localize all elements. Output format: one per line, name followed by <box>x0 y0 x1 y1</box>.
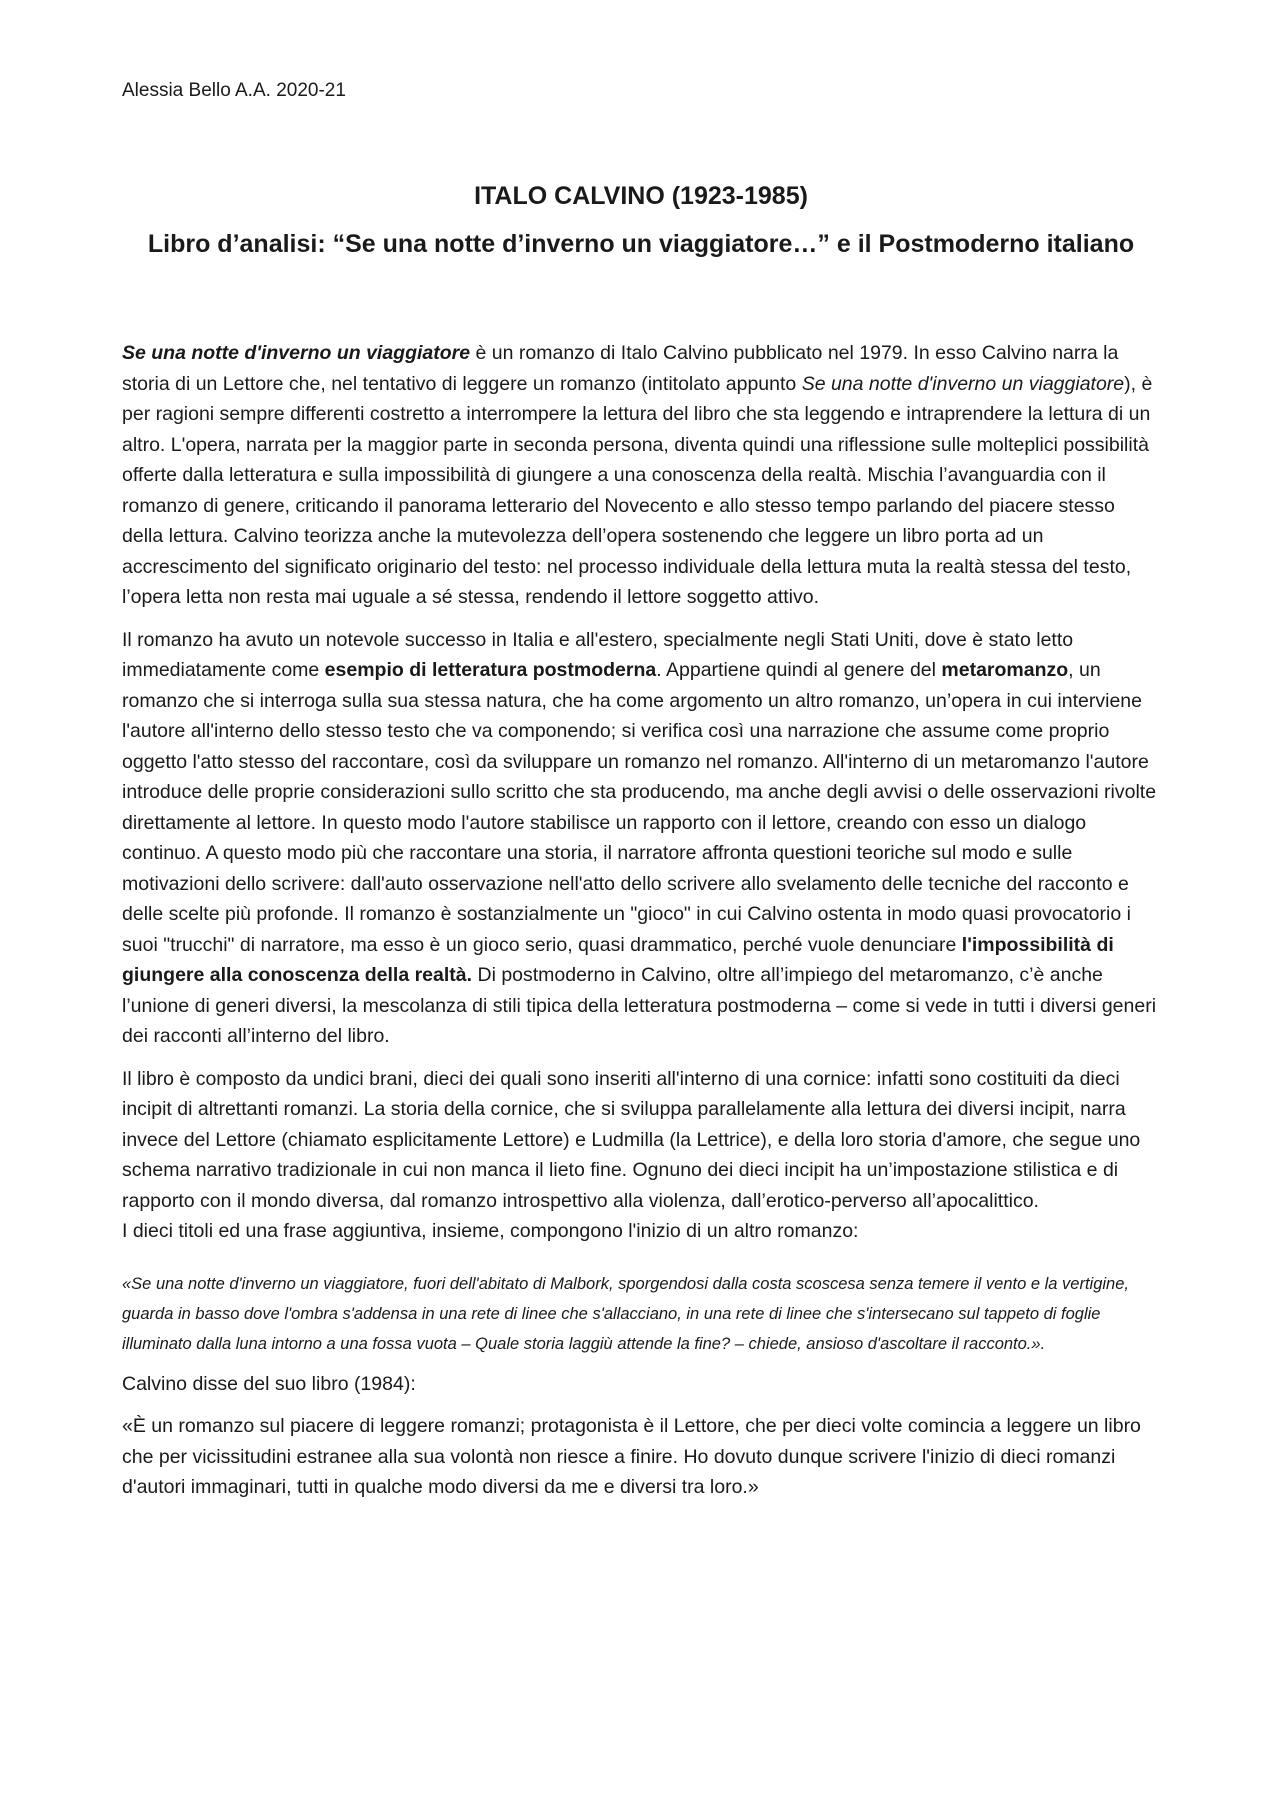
paragraph-intro-text-2: ), è per ragioni sempre differenti costretto a interrompere la lettura del libro che sta leggendo e intraprendere la lettura di un altro. L'opera, narrata per la maggior parte in seconda persona, diventa quindi una riflessione sulle molteplici possibilità offerte dalla letteratura e sulla impossibilità di giungere a una conoscenza della realtà. Mischia l’avanguardia con il romanzo di genere, criticando il panorama letterario del Novecento e allo stesso tempo parlando del piacere stesso della lettura. Calvino teorizza anche la mutevolezza dell’opera sostenendo che leggere un libro porta ad un accrescimento del significato originario del testo: nel processo individuale della lettura muta la realtà stessa del testo, l’opera letta non resta mai uguale a sé stessa, rendendo il lettore soggetto attivo. <box>122 372 1153 608</box>
paragraph-structure: Il libro è composto da undici brani, dieci dei quali sono inseriti all'interno di una cornice: infatti sono costituiti da dieci incipit di altrettanti romanzi. La storia della cornice, che si sviluppa parallelamente alla lettura dei diversi incipit, narra invece del Lettore (chiamato esplicitamente Lettore) e Ludmilla (la Lettrice), e della loro storia d'amore, che segue uno schema narrativo tradizionale in cui non manca il lieto fine. Ognuno dei dieci incipit ha un’impostazione stilistica e di rapporto con il mondo diversa, dal romanzo introspettivo alla violenza, dall’erotico-perverso all’apocalittico. <box>122 1067 1141 1212</box>
paragraph-metaromanzo-text-2: . Appartiene quindi al genere del <box>656 659 942 681</box>
titles-quote: «Se una notte d'inverno un viaggiatore, fuori dell'abitato di Malbork, sporgendosi dalla costa scoscesa senza temere il vento e la vertigine, guarda in basso dove l'ombra s'addensa in una rete di linee che s'allacciano, in una rete di linee che s'intersecano sul tappeto di foglie illuminato dalla luna intorno a una fossa vuota – Quale storia laggiù attende la fine? – chiede, ansioso d'ascoltare il racconto.». <box>122 1274 1129 1353</box>
paragraph-intro-text-1: è un romanzo di Italo Calvino pubblicato nel 1979. In esso Calvino narra la storia di un Lettore che, nel tentativo di leggere un romanzo (intitolato appunto <box>122 342 1119 395</box>
bold-impossibility: l'impossibilità di giungere alla conoscenza della realtà. <box>122 933 1114 986</box>
book-title-italic: Se una notte d'inverno un viaggiatore <box>801 372 1125 395</box>
paragraph-metaromanzo-text-1: Il romanzo ha avuto un notevole successo in Italia e all'estero, specialmente negli Stati Uniti, dove è stato letto immediatamente come <box>122 628 1074 681</box>
document-subtitle: Libro d’analisi: “Se una notte d’inverno un viaggiatore…” e il Postmoderno italiano <box>147 230 1135 258</box>
book-title-bold: Se una notte d'inverno un viaggiatore <box>122 342 471 364</box>
bold-postmodern-example: esempio di letteratura postmoderna <box>324 659 657 681</box>
paragraph-metaromanzo-text-3: , un romanzo che si interroga sulla sua stessa natura, che ha come argomento un altro romanzo, un’opera in cui interviene l'autore all'interno dello stesso testo che va componendo; si verifica così una narrazione che assume come proprio oggetto l'atto stesso del raccontare, così da sviluppare un romanzo nel romanzo. All'interno di un metaromanzo l'autore introduce delle proprie considerazioni sullo scritto che sta producendo, ma anche degli avvisi o delle osservazioni rivolte direttamente al lettore. In questo modo l'autore stabilisce un rapporto con il lettore, creando con esso un dialogo continuo. A questo modo più che raccontare una storia, il narratore affronta questioni teoriche sul modo e sulle motivazioni dello scrivere: dall'auto osservazione nell'atto dello scrivere allo svelamento delle tecniche del racconto e delle scelte più profonde. Il romanzo è sostanzialmente un "gioco" in cui Calvino ostenta in modo quasi provocatorio i suoi "trucchi" di narratore, ma esso è un gioco serio, quasi drammatico, perché vuole denunciare <box>122 659 1157 956</box>
calvino-quote: «È un romanzo sul piacere di leggere romanzi; protagonista è il Lettore, che per dieci volte comincia a leggere un libro che per vicissitudini estranee alla sua volontà non riesce a finire. Ho dovuto dunque scrivere l'inizio di dieci romanzi d'autori immaginari, tutti in qualche modo diversi da me e diversi tra loro.» <box>122 1415 1141 1498</box>
paragraph-ten-titles: I dieci titoli ed una frase aggiuntiva, insieme, compongono l'inizio di un altro romanzo: <box>122 1220 859 1242</box>
paragraph-intro <box>122 338 1160 613</box>
paragraph-metaromanzo-text-4: Di postmoderno in Calvino, oltre all’impiego del metaromanzo, c’è anche l’unione di generi diversi, la mescolanza di stili tipica della letteratura postmoderna – come si vede in tutti i diversi generi dei racconti all’interno del libro. <box>122 964 1157 1047</box>
author-line: Alessia Bello A.A. 2020-21 <box>122 80 346 101</box>
bold-metaromanzo: metaromanzo <box>941 659 1069 681</box>
paragraph-metaromanzo <box>122 625 1160 1052</box>
document-title: ITALO CALVINO (1923-1985) <box>474 182 808 210</box>
calvino-said-line: Calvino disse del suo libro (1984): <box>122 1372 416 1395</box>
